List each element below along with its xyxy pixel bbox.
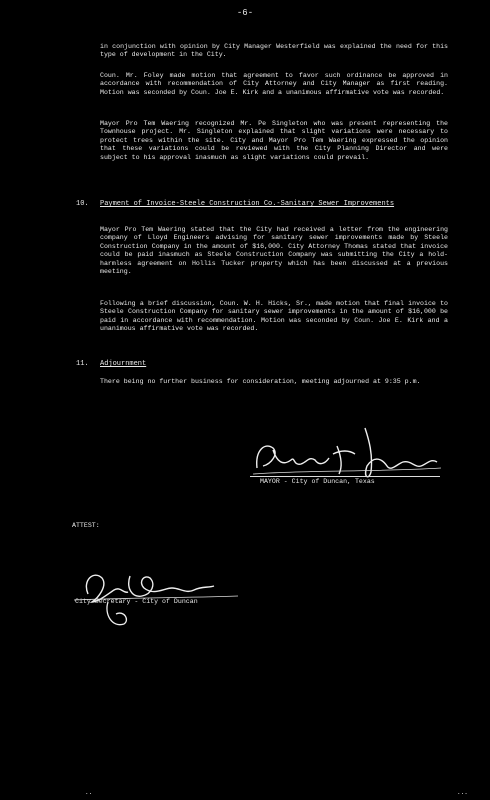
item-11-title: Adjournment [100,360,147,368]
item-10-paragraph-2: Following a brief discussion, Coun. W. H. Hicks, Sr., made motion that final invoice to Steele Construction Company for sanitary sewer improvements in the amount of $16,000 be paid in accordance with recommendation. Motion was seconded by Coun. Joe E. Kirk and a unanimous affirmative vote was recorded. [100,300,448,333]
secretary-signature-label: City Secretary - City of Duncan [75,598,198,605]
item-10-title: Payment of Invoice-Steele Construction Co.-Sanitary Sewer Improvements [100,200,395,208]
page-number: -6- [236,8,254,18]
item-10-number: 10. [76,200,89,208]
secretary-signature [68,558,243,633]
item-11-number: 11. [76,360,89,368]
item-11-paragraph-1: There being no further business for consideration, meeting adjourned at 9:35 p.m. [100,378,421,385]
footer-mark-left: .. [85,789,93,796]
paragraph-3: Mayor Pro Tem Waering recognized Mr. Pe Singleton who was present representing the Townhouse project. Mr. Singleton explained that slight variations were necessary to protect trees within the site. City and Mayor Pro Tem Waering expressed the opinion that these variations could be reviewed with the City Planning Director and were subject to his approval inasmuch as slight variations could prevail. [100,120,448,161]
item-10-paragraph-1: Mayor Pro Tem Waering stated that the City had received a letter from the engineering company of Lloyd Engineers advising for sanitary sewer improvements made by Steele Construction Company in the amount of $16,000. City Attorney Thomas stated that invoice could be paid inasmuch as Steele Construction Company was submitting the City a hold-harmless agreement on Hollis Tucker property which has been discussed at a previous meeting. [100,226,448,276]
mayor-signature-line [250,476,440,477]
attest-label: ATTEST: [72,522,100,529]
paragraph-1: in conjunction with opinion by City Manager Westerfield was explained the need for this type of development in the City. [100,43,448,59]
paragraph-2: Coun. Mr. Foley made motion that agreement to favor such ordinance be approved in accordance with recommendation of City Attorney and City Manager as first reading. Motion was seconded by Coun. Joe E. Kirk and a unanimous affirmative vote was recorded. [100,72,448,96]
footer-mark-right: ... [457,789,468,796]
mayor-signature-label: MAYOR - City of Duncan, Texas [260,478,375,485]
